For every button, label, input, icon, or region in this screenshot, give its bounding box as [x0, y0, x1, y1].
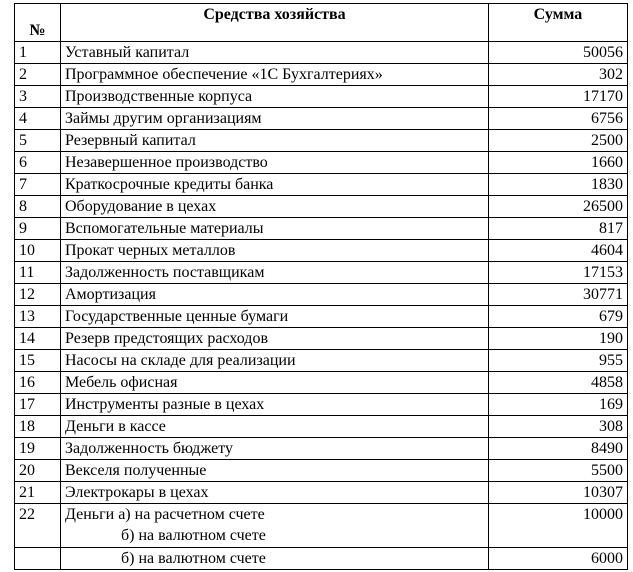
row-name: Мебель офисная [61, 372, 489, 394]
row-name [61, 548, 489, 570]
row-name: Резервный капитал [61, 130, 489, 152]
row-name: Займы другим организациям [61, 108, 489, 130]
table-row [15, 262, 628, 284]
row-num: 3 [15, 86, 61, 108]
row-sum: 955 [489, 350, 628, 372]
row-num: 8 [15, 196, 61, 218]
row-name-line1: Деньги а) на расчетном счете [65, 506, 265, 523]
row-num: 22 [15, 504, 61, 548]
table-row [15, 416, 628, 438]
table-row [15, 130, 628, 152]
row-num: 2 [15, 64, 61, 86]
row-num: 14 [15, 328, 61, 350]
row-name-line2: б) на валютном счете [121, 527, 266, 544]
row-num: 11 [15, 262, 61, 284]
table-row [15, 438, 628, 460]
table-row [15, 328, 628, 350]
row-name: Насосы на складе для реализации [61, 350, 489, 372]
row-num: 20 [15, 460, 61, 482]
header-sum: Сумма [489, 4, 628, 42]
row-sum: 308 [489, 416, 628, 438]
row-sum: 5500 [489, 460, 628, 482]
row-name: Векселя полученные [61, 460, 489, 482]
row-num: 9 [15, 218, 61, 240]
table-row [15, 482, 628, 504]
row-name: Задолженность поставщикам [61, 262, 489, 284]
row-num: 5 [15, 130, 61, 152]
row-num-empty [15, 548, 61, 570]
row-num: 15 [15, 350, 61, 372]
row-name: Незавершенное производство [61, 152, 489, 174]
row-num: 16 [15, 372, 61, 394]
row-sum: 10307 [489, 482, 628, 504]
row-sum: 1660 [489, 152, 628, 174]
table-row [15, 460, 628, 482]
row-sum: 26500 [489, 196, 628, 218]
table-row [15, 86, 628, 108]
row-num: 12 [15, 284, 61, 306]
row-sum: 190 [489, 328, 628, 350]
row-sum: 17170 [489, 86, 628, 108]
table-row [15, 394, 628, 416]
row-num: 13 [15, 306, 61, 328]
header-name: Средства хозяйства [61, 4, 489, 42]
table-row [15, 196, 628, 218]
row-name: Программное обеспечение «1С Бухгалтериях» [61, 64, 489, 86]
table-row [15, 306, 628, 328]
table-row [15, 372, 628, 394]
table-row [15, 350, 628, 372]
row-name-text: б) на валютном счете [121, 550, 266, 567]
row-sum: 8490 [489, 438, 628, 460]
row-name: Электрокары в цехах [61, 482, 489, 504]
row-num: 4 [15, 108, 61, 130]
row-name: Инструменты разные в цехах [61, 394, 489, 416]
row-sum: 169 [489, 394, 628, 416]
row-name: Прокат черных металлов [61, 240, 489, 262]
row-num: 18 [15, 416, 61, 438]
row-name: Оборудование в цехах [61, 196, 489, 218]
row-sum: 10000 [489, 504, 628, 548]
row-name: Задолженность бюджету [61, 438, 489, 460]
row-sum: 679 [489, 306, 628, 328]
row-num: 1 [15, 42, 61, 64]
table-row [15, 284, 628, 306]
row-sum: 4858 [489, 372, 628, 394]
table-row [15, 152, 628, 174]
table-row-22 [15, 504, 628, 548]
row-num: 17 [15, 394, 61, 416]
row-num: 10 [15, 240, 61, 262]
table-row [15, 42, 628, 64]
row-name: Вспомогательные материалы [61, 218, 489, 240]
row-sum: 50056 [489, 42, 628, 64]
row-sum: 30771 [489, 284, 628, 306]
row-sum: 4604 [489, 240, 628, 262]
row-sum: 6000 [489, 548, 628, 570]
row-name: Амортизация [61, 284, 489, 306]
row-sum: 817 [489, 218, 628, 240]
table-row [15, 218, 628, 240]
row-name: Деньги в кассе [61, 416, 489, 438]
row-sum: 1830 [489, 174, 628, 196]
row-num: 19 [15, 438, 61, 460]
header-num: № [15, 4, 61, 42]
row-num: 6 [15, 152, 61, 174]
row-sum: 2500 [489, 130, 628, 152]
row-name: Краткосрочные кредиты банка [61, 174, 489, 196]
row-name: Резерв предстоящих расходов [61, 328, 489, 350]
row-name-multiline [61, 504, 489, 548]
row-sum: 6756 [489, 108, 628, 130]
row-sum: 17153 [489, 262, 628, 284]
table-row [15, 108, 628, 130]
row-name: Уставный капитал [61, 42, 489, 64]
row-sum: 302 [489, 64, 628, 86]
table-row-23 [15, 548, 628, 570]
row-name: Производственные корпуса [61, 86, 489, 108]
table-row [15, 240, 628, 262]
row-name: Государственные ценные бумаги [61, 306, 489, 328]
row-num: 7 [15, 174, 61, 196]
table-row [15, 174, 628, 196]
funds-table [14, 3, 628, 570]
row-num: 21 [15, 482, 61, 504]
table-row [15, 64, 628, 86]
